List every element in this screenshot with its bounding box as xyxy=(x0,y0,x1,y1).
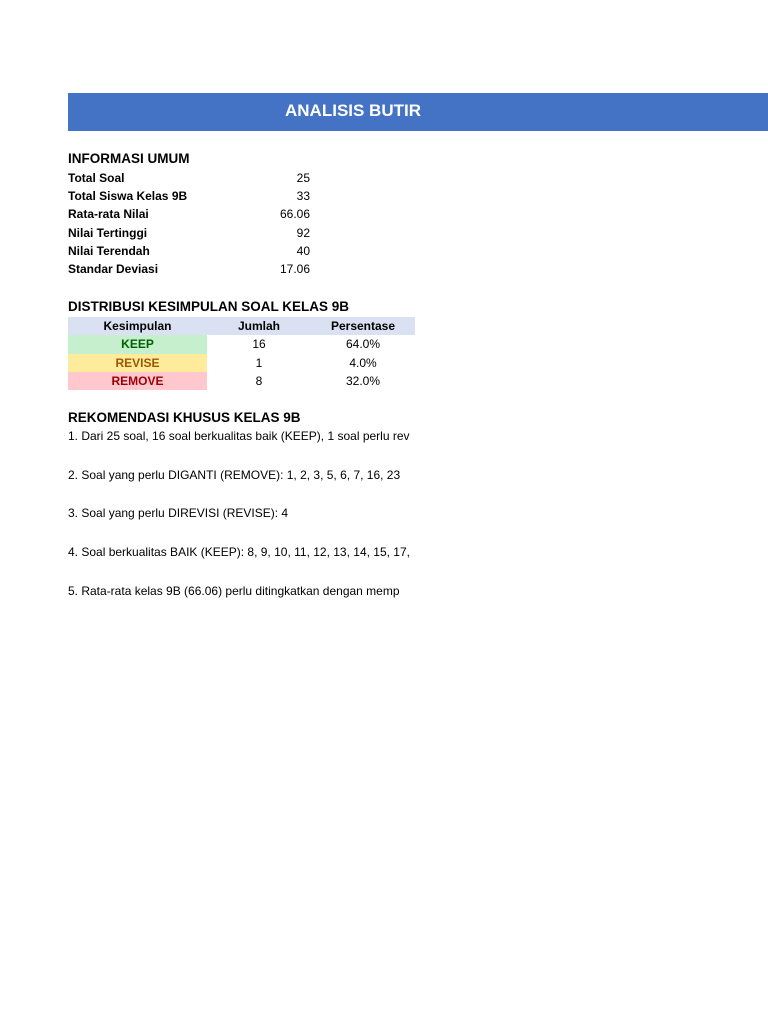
info-value-total-siswa: 33 xyxy=(296,189,310,203)
recommendation-3: 3. Soal yang perlu DIREVISI (REVISE): 4 xyxy=(68,506,289,520)
table-row-revise xyxy=(68,354,415,372)
info-label-total-siswa: Total Siswa Kelas 9B xyxy=(68,189,188,203)
recommendation-5: 5. Rata-rata kelas 9B (66.06) perlu ditingkatkan dengan memp xyxy=(68,584,400,598)
recommendation-4: 4. Soal berkualitas BAIK (KEEP): 8, 9, 10, 11, 12, 13, 14, 15, 17, xyxy=(68,545,410,559)
title-banner xyxy=(68,93,768,131)
section-title-distribusi: DISTRIBUSI KESIMPULAN SOAL KELAS 9B xyxy=(68,299,350,314)
header-jumlah: Jumlah xyxy=(207,317,311,335)
section-title-informasi-umum: INFORMASI UMUM xyxy=(68,151,190,166)
info-label-total-soal: Total Soal xyxy=(68,171,125,185)
jumlah-keep: 16 xyxy=(252,337,266,352)
jumlah-remove: 8 xyxy=(255,374,263,389)
info-value-standar-deviasi: 17.06 xyxy=(279,262,310,276)
info-value-nilai-terendah: 40 xyxy=(296,244,310,258)
kesimpulan-remove: REMOVE xyxy=(68,372,207,390)
info-value-total-soal: 25 xyxy=(296,171,310,185)
persentase-remove: 32.0% xyxy=(345,374,381,389)
header-kesimpulan: Kesimpulan xyxy=(68,317,207,335)
table-row-keep xyxy=(68,335,415,353)
distribution-table xyxy=(68,317,415,390)
jumlah-revise: 1 xyxy=(255,355,263,370)
table-header-row xyxy=(68,317,415,335)
table-row-remove xyxy=(68,372,415,390)
persentase-keep: 64.0% xyxy=(345,337,381,352)
recommendation-1: 1. Dari 25 soal, 16 soal berkualitas baik (KEEP), 1 soal perlu rev xyxy=(68,429,410,443)
info-label-nilai-terendah: Nilai Terendah xyxy=(68,244,150,258)
kesimpulan-keep: KEEP xyxy=(68,335,207,353)
info-value-nilai-tertinggi: 92 xyxy=(296,226,310,240)
kesimpulan-revise: REVISE xyxy=(68,354,207,372)
info-label-nilai-tertinggi: Nilai Tertinggi xyxy=(68,226,148,240)
page-title: ANALISIS BUTIR xyxy=(285,101,421,120)
section-title-rekomendasi: REKOMENDASI KHUSUS KELAS 9B xyxy=(68,410,301,425)
info-value-rata-rata: 66.06 xyxy=(279,207,310,221)
header-persentase: Persentase xyxy=(311,317,415,335)
info-label-standar-deviasi: Standar Deviasi xyxy=(68,262,159,276)
info-label-rata-rata: Rata-rata Nilai xyxy=(68,207,149,221)
recommendation-2: 2. Soal yang perlu DIGANTI (REMOVE): 1, 2, 3, 5, 6, 7, 16, 23 xyxy=(68,468,401,482)
persentase-revise: 4.0% xyxy=(349,355,377,370)
